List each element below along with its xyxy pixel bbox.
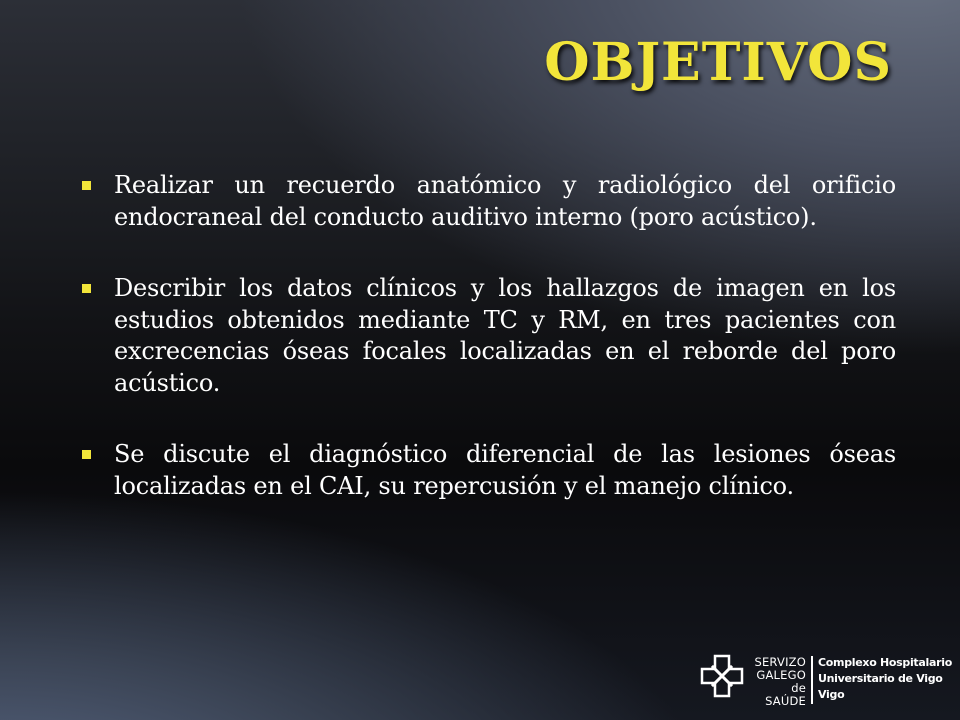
- hospital-logo: [700, 652, 952, 708]
- bullet-text: Realizar un recuerdo anatómico y radiológico del orificio endocraneal del conducto auditivo interno (poro acústico).: [114, 171, 896, 231]
- bullet-text: Describir los datos clínicos y los hallazgos de imagen en los estudios obtenidos mediante TC y RM, en tres pacientes con excrecencias óseas focales localizadas en el reborde del poro acústico.: [114, 274, 896, 397]
- bullet-item: [78, 439, 896, 502]
- square-bullet-icon: [82, 181, 91, 190]
- bullet-text: Se discute el diagnóstico diferencial de las lesiones óseas localizadas en el CAI, su repercusión y el manejo clínico.: [114, 440, 896, 500]
- logo-line: Vigo: [818, 688, 845, 701]
- bullet-item: [78, 273, 896, 399]
- square-bullet-icon: [82, 284, 91, 293]
- hospital-name-text: [818, 655, 952, 703]
- square-bullet-icon: [82, 450, 91, 459]
- logo-line: Complexo Hospitalario: [818, 656, 952, 669]
- logo-line: Universitario de Vigo: [818, 672, 943, 685]
- slide-title: OBJETIVOS: [544, 32, 892, 93]
- logo-divider: [811, 656, 813, 704]
- bullet-item: [78, 170, 896, 233]
- bullet-list: [78, 170, 896, 542]
- logo-line: SERVIZO: [754, 655, 806, 669]
- sergas-cross-icon: [700, 654, 744, 698]
- logo-line: de SAÚDE: [765, 681, 806, 708]
- servizo-galego-de-saude-text: [748, 656, 806, 708]
- logo-line: GALEGO: [756, 668, 806, 682]
